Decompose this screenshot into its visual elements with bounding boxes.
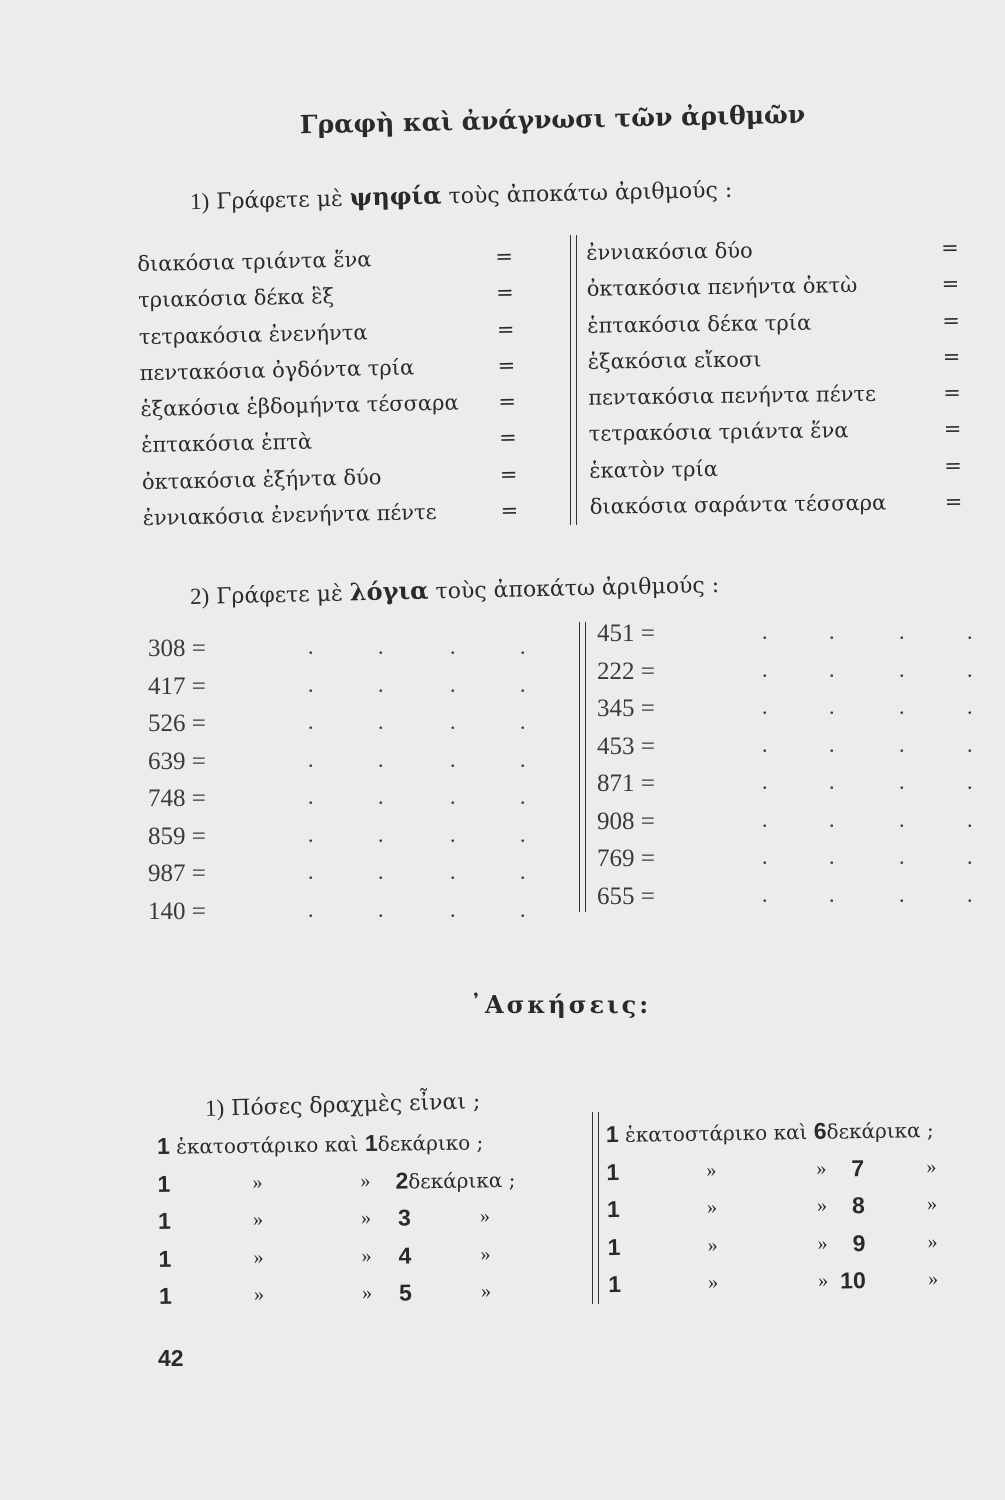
list-item (587, 302, 982, 344)
exercises-heading: ᾿Ασκήσεις: (470, 990, 652, 1019)
section2-number: 2) (189, 583, 210, 609)
count: 10 (839, 1267, 866, 1294)
dot: . (378, 709, 384, 734)
dot: . (520, 859, 526, 884)
count: 7 (851, 1154, 865, 1181)
number-words: ἑξακόσια ἑβδομήντα τέσσαρα (140, 390, 459, 422)
dot: . (967, 769, 973, 794)
list-item (158, 1235, 578, 1278)
list-item (588, 374, 983, 416)
number-value: 417 (148, 672, 186, 700)
ditto-mark: » (480, 1242, 491, 1265)
list-item (597, 765, 997, 803)
count: 6 (813, 1117, 827, 1144)
count: 1 (157, 1170, 171, 1197)
dot: . (520, 821, 526, 847)
question-number: 1) (204, 1095, 225, 1121)
exercises-left-column (157, 1122, 580, 1315)
number-value: 451 (597, 620, 635, 647)
dot: . (378, 746, 384, 772)
dot: . (829, 769, 835, 794)
count: 4 (398, 1241, 412, 1269)
number-words: πεντακόσια ὀγδόντα τρία (139, 355, 415, 386)
list-item (586, 229, 981, 271)
number-words: ἐννιακόσια δύο (586, 238, 753, 265)
dot: . (378, 634, 384, 659)
list-item (148, 855, 548, 893)
list-item (148, 818, 548, 856)
ditto-mark: » (706, 1196, 718, 1219)
column-divider (579, 622, 586, 912)
section2-instruction (190, 569, 720, 610)
list-item (157, 1160, 577, 1203)
ditto-mark: » (480, 1280, 492, 1303)
count: 8 (851, 1192, 865, 1219)
equals-sign: = (191, 635, 206, 662)
dot: . (762, 731, 768, 757)
list-item (142, 492, 538, 537)
dot: . (308, 859, 314, 884)
count-value: 2 (395, 1166, 409, 1194)
section1-prefix: Γράφετε μὲ (215, 186, 344, 215)
section2-bold-word: λόγια (349, 575, 429, 607)
equals-sign: = (191, 860, 206, 887)
number-words: ὀκτακόσια ἑξήντα δύο (141, 464, 382, 494)
equals-sign: = (943, 417, 962, 442)
dot: . (967, 694, 973, 719)
list-item (148, 668, 548, 706)
dot: . (899, 769, 905, 794)
dot: . (967, 806, 973, 832)
dot: . (378, 896, 384, 922)
list-item (607, 1222, 1003, 1266)
ditto-mark: » (479, 1205, 491, 1228)
dot: . (899, 806, 905, 832)
dot: . (829, 806, 835, 832)
list-item (590, 483, 985, 525)
exercises-right-column (606, 1110, 1004, 1304)
list-item (607, 1185, 1003, 1229)
equals-sign: = (942, 308, 960, 333)
list-item (597, 615, 997, 653)
number-value: 748 (148, 785, 186, 812)
ditto-mark: » (927, 1267, 939, 1291)
dot: . (450, 784, 456, 809)
equals-sign: = (640, 657, 655, 685)
equals-sign: = (191, 672, 206, 700)
section1-number: 1) (189, 188, 210, 215)
count: 9 (852, 1229, 866, 1256)
number-words: τετρακόσια ἐνενήντα (138, 319, 368, 349)
list-item (597, 878, 997, 916)
equals-sign: = (497, 353, 516, 378)
ditto-mark: » (253, 1283, 265, 1306)
unit-text: δεκάρικα ; (408, 1167, 516, 1193)
section1-instruction (190, 174, 733, 215)
list-item (586, 266, 981, 308)
dot: . (520, 634, 526, 659)
dot: . (450, 709, 456, 734)
dot: . (762, 844, 768, 869)
count: 3 (397, 1204, 411, 1231)
equals-sign: = (944, 453, 963, 478)
list-item (608, 1260, 1004, 1304)
equals-sign: = (500, 498, 519, 523)
equals-sign: = (640, 770, 655, 797)
list-item (159, 1272, 579, 1315)
equals-sign: = (640, 845, 655, 872)
section1-left-column (137, 238, 538, 537)
ditto-mark: » (707, 1233, 718, 1257)
dot: . (967, 656, 973, 682)
ditto-mark: » (360, 1169, 371, 1192)
page-number: 42 (158, 1345, 184, 1371)
number-value: 453 (597, 732, 635, 760)
count: 1 (606, 1195, 621, 1223)
list-item (157, 1122, 577, 1165)
equals-sign: = (191, 897, 206, 925)
dot: . (308, 709, 314, 734)
number-value: 871 (597, 770, 635, 797)
number-words: τριακόσια δέκα ἓξ (137, 284, 335, 313)
list-item (158, 1197, 578, 1240)
number-words: τετρακόσια τριάντα ἕνα (588, 418, 849, 447)
ditto-mark: » (708, 1271, 719, 1294)
count: 1 (158, 1282, 173, 1309)
list-item (589, 411, 984, 453)
dot: . (762, 806, 768, 832)
count: 5 (398, 1279, 413, 1306)
ditto-mark: » (816, 1157, 827, 1180)
ditto-mark: » (816, 1194, 828, 1217)
number-value: 639 (148, 747, 186, 775)
dot: . (899, 619, 905, 644)
column-divider (570, 235, 577, 525)
number-words: ἑπτακόσια δέκα τρία (587, 310, 812, 338)
section2-prefix: Γράφετε μὲ (215, 581, 344, 610)
equals-sign: = (640, 620, 655, 647)
number-value: 769 (597, 845, 635, 872)
list-item (606, 1110, 1002, 1154)
list-item (148, 705, 548, 743)
section2-right-column (597, 615, 997, 915)
equals-sign: = (941, 271, 960, 297)
dot: . (762, 694, 768, 719)
number-value: 526 (148, 710, 186, 737)
dot: . (308, 634, 314, 659)
number-words: ἐννιακόσια ἐνενήντα πέντε (142, 500, 437, 531)
count: 1 (606, 1158, 620, 1185)
ditto-mark: » (706, 1158, 717, 1182)
page-title: Γραφὴ καὶ ἀνάγνωσι τῶν ἀριθμῶν (299, 99, 806, 140)
number-words: ἑπτακόσια ἑπτὰ (140, 430, 313, 458)
count: 1 (605, 1120, 619, 1148)
dot: . (450, 634, 456, 659)
equals-sign: = (943, 380, 962, 405)
unit-text: δεκάρικο ; (377, 1130, 484, 1156)
count: 1 (364, 1129, 378, 1157)
count (395, 1160, 515, 1200)
equals-sign: = (942, 344, 961, 369)
dot: . (899, 881, 905, 907)
list-item (148, 893, 548, 931)
equals-sign: = (941, 235, 959, 260)
equals-sign: = (495, 244, 514, 269)
dot: . (450, 859, 456, 884)
section1-bold-word: ψηφία (349, 180, 442, 212)
dot: . (378, 671, 384, 697)
ditto-mark: » (926, 1192, 938, 1216)
dot: . (829, 619, 835, 644)
dot: . (829, 844, 835, 869)
equals-sign: = (191, 785, 206, 812)
ditto-mark: » (817, 1232, 828, 1255)
dot: . (378, 859, 384, 884)
number-words: ἑξακόσια εἴκοσι (587, 347, 762, 374)
equals-sign: = (640, 882, 655, 910)
equals-sign: = (499, 462, 518, 487)
count: 1 (156, 1132, 170, 1159)
dot: . (762, 769, 768, 794)
equals-sign: = (496, 316, 515, 342)
list-item (148, 743, 548, 781)
equals-sign: = (640, 732, 655, 760)
dot: . (308, 821, 314, 847)
count: 1 (607, 1270, 622, 1298)
equals-sign: = (944, 489, 963, 514)
equals-sign: = (191, 710, 206, 737)
dot: . (762, 656, 768, 682)
unit-text: δεκάρικα ; (826, 1117, 934, 1144)
question-text: Πόσες δραχμὲς εἶναι ; (230, 1089, 481, 1122)
list-item (597, 840, 997, 878)
ditto-mark: » (926, 1155, 937, 1178)
column-divider (592, 1112, 599, 1304)
dot: . (967, 731, 973, 757)
equals-sign: = (640, 807, 655, 835)
dot: . (899, 694, 905, 719)
dot: . (762, 881, 768, 907)
dot: . (829, 656, 835, 682)
equals-sign: = (640, 695, 655, 722)
dot: . (899, 731, 905, 757)
dot: . (450, 671, 456, 697)
list-item (597, 728, 997, 766)
number-words: διακόσια τριάντα ἕνα (137, 247, 372, 277)
number-value: 308 (148, 635, 186, 662)
number-words: ἑκατὸν τρία (589, 456, 719, 483)
dot: . (450, 821, 456, 847)
exercise-question (205, 1088, 481, 1122)
count: 1 (158, 1245, 172, 1272)
dot: . (378, 821, 384, 847)
dot: . (967, 619, 973, 644)
dot: . (967, 844, 973, 869)
count: 1 (157, 1207, 171, 1234)
dot: . (520, 671, 526, 697)
dot: . (378, 784, 384, 809)
ditto-mark: » (252, 1170, 263, 1194)
list-item (597, 690, 997, 728)
dot: . (450, 896, 456, 922)
dot: . (829, 881, 835, 907)
dot: . (450, 746, 456, 772)
section1-suffix: τοὺς ἀποκάτω ἀριθμούς : (448, 177, 733, 210)
dot: . (308, 784, 314, 809)
ditto-mark: » (360, 1206, 372, 1230)
list-item (588, 338, 983, 380)
dot: . (520, 709, 526, 734)
list-item (606, 1147, 1002, 1191)
section2-suffix: τοὺς ἀποκάτω ἀριθμούς : (435, 573, 720, 605)
number-value: 140 (148, 897, 186, 925)
ditto-mark: » (361, 1281, 373, 1305)
dot: . (308, 671, 314, 697)
dot: . (520, 896, 526, 922)
list-item (589, 447, 984, 489)
section1-right-column (586, 229, 985, 525)
dot: . (967, 881, 973, 907)
equals-sign: = (498, 425, 517, 451)
row-text: ἑκατοστάρικο καὶ (624, 1119, 808, 1147)
dot: . (762, 619, 768, 644)
list-item (597, 803, 997, 841)
count: 1 (607, 1233, 621, 1260)
ditto-mark: » (253, 1245, 264, 1269)
number-value: 987 (148, 860, 186, 887)
number-value: 222 (597, 657, 635, 685)
number-value: 859 (148, 822, 186, 850)
dot: . (829, 731, 835, 757)
section2-left-column (148, 630, 548, 930)
equals-sign: = (191, 747, 206, 775)
dot: . (899, 844, 905, 869)
ditto-mark: » (927, 1230, 938, 1253)
ditto-mark: » (361, 1244, 372, 1267)
dot: . (520, 784, 526, 809)
list-item (148, 780, 548, 818)
row-text: ἑκατοστάρικο καὶ (175, 1132, 359, 1159)
dot: . (829, 694, 835, 719)
equals-sign: = (498, 389, 517, 414)
number-words: ὀκτακόσια πενήντα ὀκτὼ (586, 273, 858, 302)
number-words: διακόσια σαράντα τέσσαρα (589, 490, 887, 519)
dot: . (520, 746, 526, 772)
list-item (148, 630, 548, 668)
ditto-mark: » (817, 1269, 829, 1292)
equals-sign: = (495, 280, 514, 305)
number-value: 345 (597, 695, 635, 722)
dot: . (308, 896, 314, 922)
dot: . (308, 746, 314, 772)
number-words: πεντακόσια πενήντα πέντε (588, 381, 877, 410)
dot: . (899, 656, 905, 682)
list-item (597, 653, 997, 691)
number-value: 908 (597, 807, 635, 835)
equals-sign: = (191, 822, 206, 850)
ditto-mark: » (252, 1208, 264, 1231)
number-value: 655 (597, 882, 635, 910)
